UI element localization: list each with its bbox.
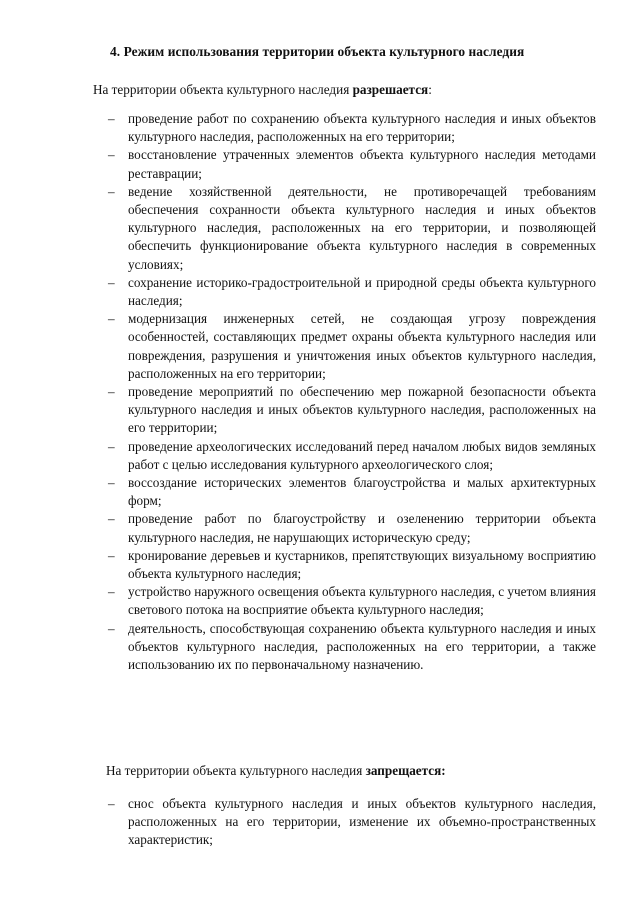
list-item [106, 583, 596, 619]
list-item [106, 438, 596, 474]
bullet-dash: – [108, 384, 115, 400]
allowed-intro-keyword: разрешается [352, 82, 429, 97]
bullet-dash: – [108, 511, 115, 527]
list-item-text: кронирование деревьев и кустарников, препятствующих визуальному восприятию объекта культурного наследия; [128, 547, 596, 582]
list-item-text: восстановление утраченных элементов объекта культурного наследия методами реставрации; [128, 147, 596, 181]
bullet-dash: – [108, 183, 115, 199]
allowed-intro-colon: : [428, 82, 432, 97]
list-item-text: сохранение историко-градостроительной и природной среды объекта культурного наследия; [128, 274, 596, 309]
bullet-dash: – [108, 620, 115, 636]
section-title: Режим использования территории объекта культурного наследия [123, 44, 525, 59]
bullet-dash: – [108, 475, 115, 491]
bullet-dash: – [108, 796, 115, 811]
list-item-text: проведение работ по сохранению объекта культурного наследия и иных объектов культурного наследия, расположенных на его территории; [128, 111, 596, 145]
list-item [106, 620, 596, 675]
list-item [106, 795, 596, 850]
section-number: 4. [110, 44, 121, 59]
list-item [106, 146, 596, 182]
prohibited-intro-keyword: запрещается: [365, 763, 446, 778]
bullet-dash: – [108, 111, 115, 126]
section-heading [110, 44, 524, 60]
allowed-intro-text: На территории объекта культурного наследия [93, 82, 353, 97]
list-item [106, 383, 596, 438]
prohibited-intro-text: На территории объекта культурного наследия [106, 763, 366, 778]
list-item [106, 183, 596, 274]
prohibited-intro [106, 762, 446, 780]
list-item-text: снос объекта культурного наследия и иных объектов культурного наследия, расположенных на его территории, изменение их объемно-пространственных характеристик; [128, 796, 596, 848]
bullet-dash: – [108, 438, 115, 454]
list-item [106, 510, 596, 546]
list-item [106, 310, 596, 383]
allowed-list [106, 110, 596, 674]
list-item [106, 474, 596, 510]
list-item-text: модернизация инженерных сетей, не создающая угрозу повреждения особенностей, составляющих предмет охраны объекта культурного наследия или повреждения, разрушения и уничтожения иных объектов культурного наследия, расположенных на его территории; [128, 311, 596, 381]
list-item [106, 274, 596, 310]
bullet-dash: – [108, 547, 115, 563]
list-item-text: деятельность, способствующая сохранению объекта культурного наследия и иных объектов культурного наследия, расположенных на его территории, а также использованию их по первоначальному назначению. [128, 620, 596, 673]
list-item-text: устройство наружного освещения объекта культурного наследия, с учетом влияния светового потока на восприятие объекта культурного наследия; [128, 584, 596, 618]
allowed-intro [93, 81, 432, 99]
list-item-text: проведение мероприятий по обеспечению мер пожарной безопасности объекта культурного наследия и иных объектов культурного наследия, расположенных на его территории; [128, 384, 596, 436]
prohibited-list [106, 795, 596, 850]
list-item-text: проведение работ по благоустройству и озеленению территории объекта культурного наследия, не нарушающих историческую среду; [128, 511, 596, 545]
list-item-text: воссоздание исторических элементов благоустройства и малых архитектурных форм; [128, 475, 596, 509]
bullet-dash: – [108, 584, 115, 600]
list-item [106, 547, 596, 583]
list-item-text: ведение хозяйственной деятельности, не противоречащей требованиям обеспечения сохранности объекта культурного наследия и иных объектов культурного наследия, расположенных на его территории, и позволяющей обеспечить функционирование объекта культурного наследия в современных условиях; [128, 183, 596, 272]
bullet-dash: – [108, 274, 115, 290]
bullet-dash: – [108, 311, 115, 327]
list-item-text: проведение археологических исследований перед началом любых видов земляных работ с целью исследования культурного археологического слоя; [128, 438, 596, 472]
bullet-dash: – [108, 147, 115, 163]
list-item [106, 110, 596, 146]
